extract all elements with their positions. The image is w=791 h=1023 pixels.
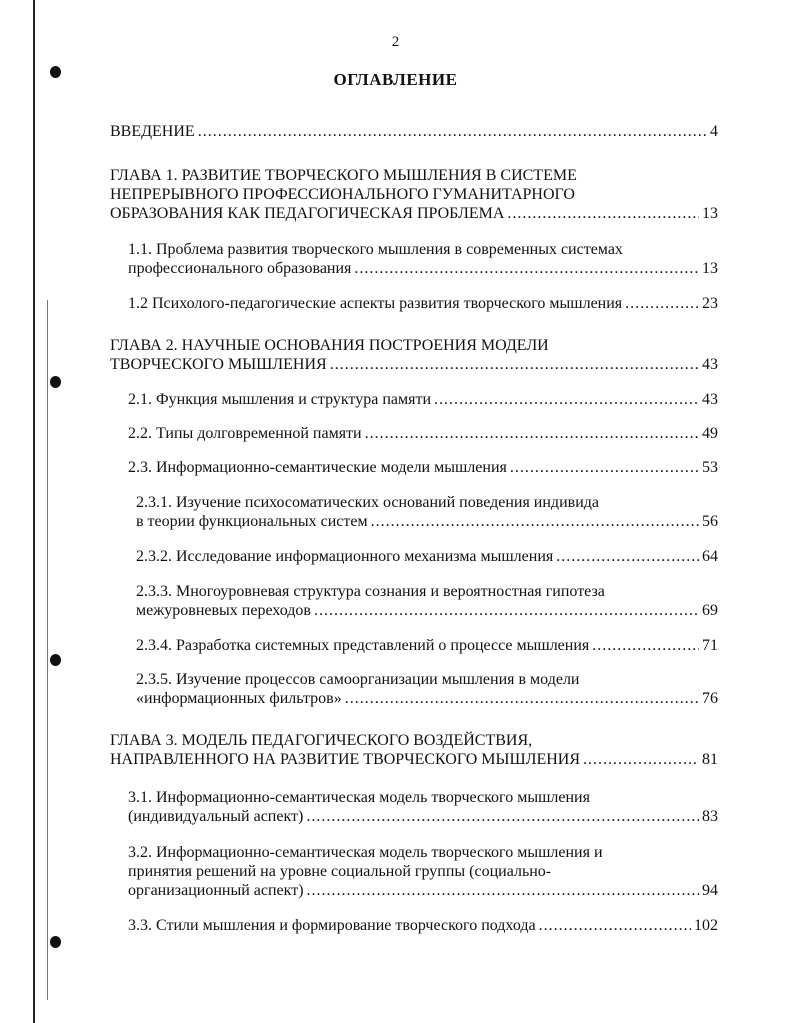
toc-entry-title: 2.3. Информационно-семантические модели мышления [128,459,507,476]
toc-entry-title: 2.2. Типы долговременной памяти [128,425,362,442]
toc-entry-title-line: 1.1. Проблема развития творческого мышления в современных системах [128,241,623,258]
toc-entry-title-line: 2.3.5. Изучение процессов самоорганизации мышления в модели [136,671,580,688]
toc-entry-title: 1.2 Психолого-педагогические аспекты развития творческого мышления [128,295,623,312]
toc-entry-2-3-4[interactable] [136,636,718,655]
toc-entry-3-3[interactable] [128,916,718,935]
dot-leader [371,512,699,531]
binder-hole-icon [50,376,61,388]
toc-entry-title-line: 3.2. Информационно-семантическая модель творческого мышления и [128,844,603,861]
toc-page-number: 102 [694,917,718,934]
toc-entry-3-2[interactable] [128,843,718,900]
toc-entry-2-3-5[interactable] [136,670,718,708]
toc-entry-1-1[interactable] [128,240,718,278]
scan-edge-line [33,0,35,1023]
toc-page-number: 4 [710,123,718,140]
toc-entry-2-2[interactable] [128,424,718,443]
toc-page-number: 69 [702,602,718,619]
page-title: ОГЛАВЛЕНИЕ [333,70,458,89]
toc-page-number: 64 [702,548,718,565]
toc-entry-title-line: 2.3.3. Многоуровневая структура сознания и вероятностная гипотеза [136,583,605,600]
toc-entry-2-3-2[interactable] [136,547,718,566]
toc-entry-title: ТВОРЧЕСКОГО МЫШЛЕНИЯ [110,356,327,373]
toc-entry-title: ОБРАЗОВАНИЯ КАК ПЕДАГОГИЧЕСКАЯ ПРОБЛЕМА [110,205,505,222]
toc-entry-chapter-2[interactable] [110,336,718,374]
toc-entry-title: в теории функциональных систем [136,513,368,530]
toc-page-number: 49 [702,425,718,442]
dot-leader [306,807,699,826]
toc-entry-2-3-1[interactable] [136,493,718,531]
toc-entry-title-line: 3.1. Информационно-семантическая модель творческого мышления [128,789,590,806]
toc-entry-title-line: ГЛАВА 2. НАУЧНЫЕ ОСНОВАНИЯ ПОСТРОЕНИЯ МОДЕЛИ [110,337,549,354]
binder-hole-icon [50,654,61,666]
toc-entry-chapter-1[interactable] [110,166,718,223]
toc-entry-title-line: 2.3.1. Изучение психосоматических оснований поведения индивида [136,494,599,511]
toc-page-number: 56 [702,513,718,530]
toc-page-number: 23 [702,295,718,312]
dot-leader [625,294,699,313]
toc-entry-intro[interactable] [110,122,718,141]
toc-entry-title-line: принятия решений на уровне социальной группы (социально- [128,863,552,880]
dot-leader [510,458,699,477]
dot-leader [583,750,699,769]
toc-page-number: 71 [702,637,718,654]
page-number: 2 [391,34,400,50]
toc-entry-title: межуровневых переходов [136,602,311,619]
toc-page-number: 13 [702,260,718,277]
toc-entry-title-line: ГЛАВА 1. РАЗВИТИЕ ТВОРЧЕСКОГО МЫШЛЕНИЯ В СИСТЕМЕ [110,167,577,184]
toc-entry-title: «информационных фильтров» [136,690,342,707]
toc-page-number: 43 [702,356,718,373]
toc-entry-title: профессионального образования [128,260,352,277]
toc-entry-title-line: НЕПРЕРЫВНОГО ПРОФЕССИОНАЛЬНОГО ГУМАНИТАРНОГО [110,186,575,203]
toc-entry-title: 3.3. Стили мышления и формирование творческого подхода [128,917,536,934]
dot-leader [314,601,699,620]
toc-entry-title: 2.3.2. Исследование информационного механизма мышления [136,548,554,565]
dot-leader [354,259,699,278]
toc-entry-title: организационный аспект) [128,882,304,899]
toc-entry-2-3-3[interactable] [136,582,718,620]
dot-leader [307,881,699,900]
toc-page-number: 81 [702,751,718,768]
dot-leader [556,547,699,566]
dot-leader [345,689,699,708]
binder-hole-icon [50,936,61,948]
dot-leader [507,204,699,223]
toc-entry-title: (индивидуальный аспект) [128,808,304,825]
dot-leader [539,916,691,935]
dot-leader [434,390,699,409]
toc-entry-3-1[interactable] [128,788,718,826]
scan-edge-line [47,300,48,1000]
dot-leader [330,355,699,374]
toc-entry-title: ВВЕДЕНИЕ [110,123,195,140]
toc-entry-1-2[interactable] [128,294,718,313]
toc-entry-title: НАПРАВЛЕННОГО НА РАЗВИТИЕ ТВОРЧЕСКОГО МЫШЛЕНИЯ [110,751,580,768]
toc-entry-title: 2.3.4. Разработка системных представлений о процессе мышления [136,637,590,654]
toc-entry-title-line: ГЛАВА 3. МОДЕЛЬ ПЕДАГОГИЧЕСКОГО ВОЗДЕЙСТВИЯ, [110,732,533,749]
toc-page-number: 76 [702,690,718,707]
toc-page-number: 94 [702,882,718,899]
toc-entry-chapter-3[interactable] [110,731,718,769]
toc-page-number: 53 [702,459,718,476]
dot-leader [365,424,699,443]
toc-entry-2-1[interactable] [128,390,718,409]
toc-entry-2-3[interactable] [128,458,718,477]
toc-page-number: 43 [702,391,718,408]
toc-page-number: 13 [702,205,718,222]
dot-leader [198,122,707,141]
toc-entry-title: 2.1. Функция мышления и структура памяти [128,391,432,408]
dot-leader [592,636,699,655]
toc-page-number: 83 [702,808,718,825]
